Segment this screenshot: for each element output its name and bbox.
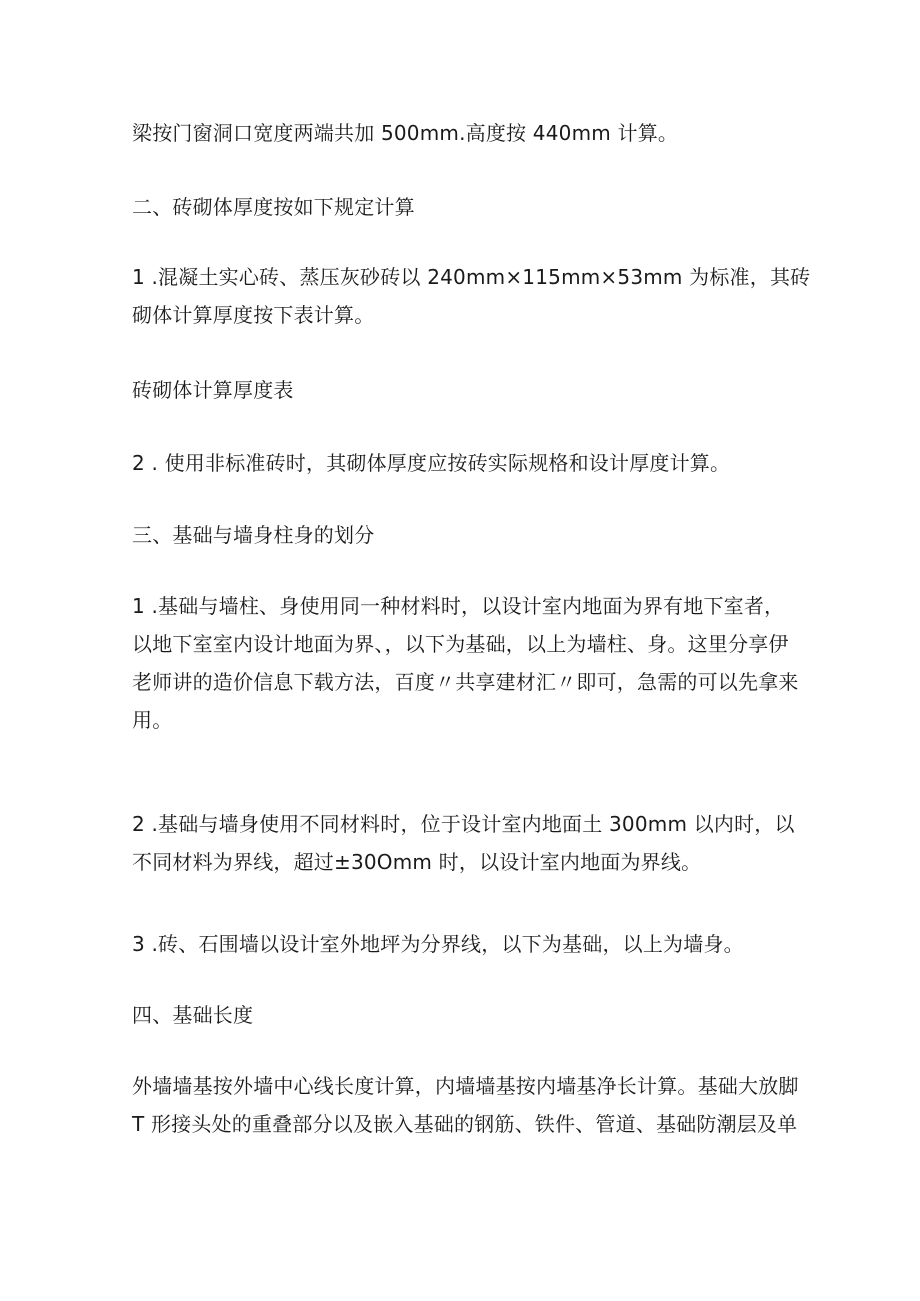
paragraph-wall-base-length <box>132 1067 808 1143</box>
table-caption-thickness <box>132 371 808 409</box>
text-line: 三、基础与墙身柱身的划分 <box>132 523 375 547</box>
paragraph-nonstandard-brick <box>132 444 808 482</box>
text-line: T 形接头处的重叠部分以及嵌入基础的钢筋、铁件、管道、基础防潮层及单 <box>132 1112 798 1136</box>
paragraph-different-material <box>132 805 808 881</box>
text-line: 不同材料为界线，超过±30Omm 时，以设计室内地面为界线。 <box>132 850 702 874</box>
section-heading-foundation-length <box>132 996 808 1034</box>
text-line: 砖砌体计算厚度表 <box>132 378 294 402</box>
text-line: 二、砖砌体厚度按如下规定计算 <box>132 195 415 219</box>
paragraph-lintel-calculation <box>132 114 808 152</box>
text-line: 1 .混凝土实心砖、蒸压灰砂砖以 240mm×115mm×53mm 为标准，其砖 <box>132 265 811 289</box>
text-line: 老师讲的造价信息下载方法，百度〃共享建材汇〃即可，急需的可以先拿来 <box>132 670 799 694</box>
section-heading-brick-thickness <box>132 188 808 226</box>
text-line: 以地下室室内设计地面为界、，以下为基础，以上为墙柱、身。这里分享伊 <box>132 632 789 656</box>
text-line: 2 .基础与墙身使用不同材料时，位于设计室内地面土 300mm 以内时，以 <box>132 812 795 836</box>
paragraph-same-material <box>132 587 808 739</box>
text-line: 1 .基础与墙柱、身使用同一种材料时，以设计室内地面为界有地下室者， <box>132 594 785 618</box>
text-line: 砌体计算厚度按下表计算。 <box>132 303 375 327</box>
text-line: 3 .砖、石围墙以设计室外地坪为分界线，以下为基础，以上为墙身。 <box>132 932 744 956</box>
text-line: 2 . 使用非标准砖时，其砌体厚度应按砖实际规格和设计厚度计算。 <box>132 451 731 475</box>
text-line: 用。 <box>132 708 173 732</box>
text-line: 梁按门窗洞口宽度两端共加 500mm.高度按 440mm 计算。 <box>132 121 679 145</box>
section-heading-foundation-division <box>132 516 808 554</box>
paragraph-enclosure-wall <box>132 925 808 963</box>
text-line: 外墙墙基按外墙中心线长度计算，内墙墙基按内墙基净长计算。基础大放脚 <box>132 1074 799 1098</box>
paragraph-standard-brick <box>132 258 811 334</box>
text-line: 四、基础长度 <box>132 1003 254 1027</box>
